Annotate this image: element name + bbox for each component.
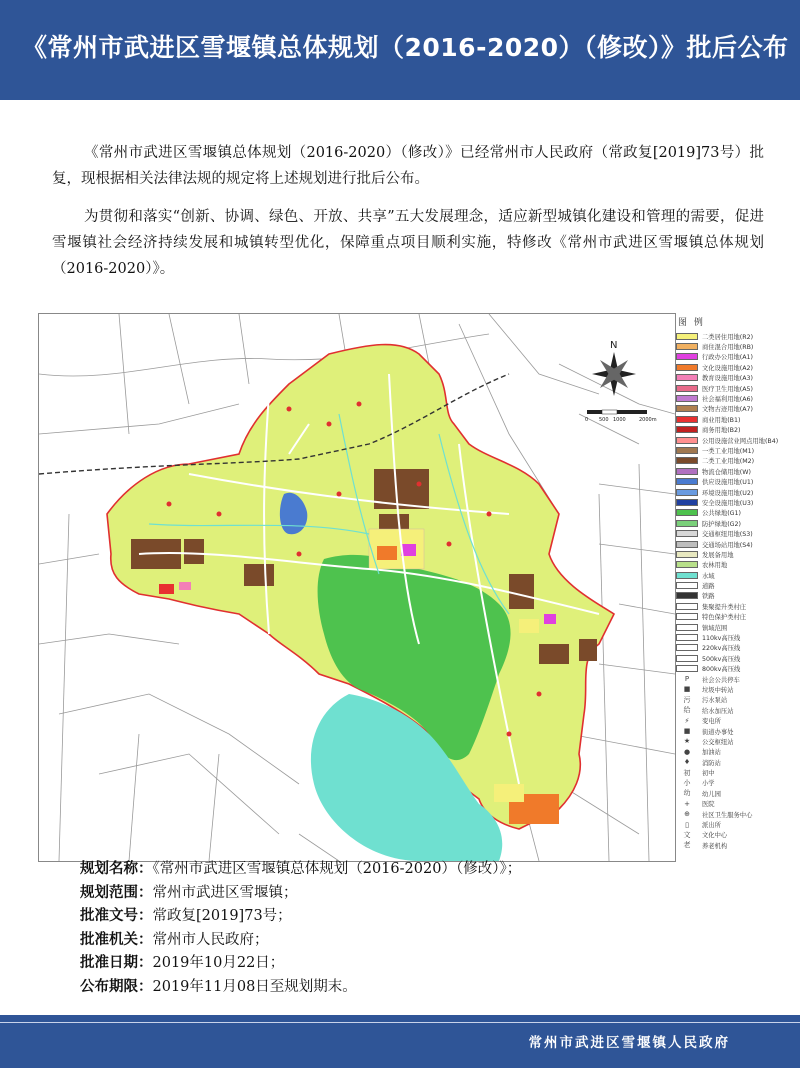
legend-symbol-label: 派出所 [702, 822, 721, 830]
info-value: 常州市人民政府； [152, 931, 269, 948]
scale-label-0: 0 [585, 417, 589, 423]
legend-swatch [676, 416, 698, 423]
legend-symbol-label: 初中 [702, 770, 715, 778]
legend-item [676, 622, 796, 632]
legend-swatch [676, 592, 698, 599]
legend-symbol-icon: P [684, 675, 690, 684]
legend-label: 商住混合用地(RB) [702, 344, 754, 352]
info-value: 常政复[2019]73号； [152, 908, 292, 924]
legend-symbol-item [676, 684, 796, 694]
legend-symbol-icon: + [684, 799, 690, 808]
north-label: N [610, 340, 618, 351]
notice-paper [0, 100, 800, 1015]
legend-symbol-label: 变电所 [702, 718, 721, 726]
legend-symbol-item [676, 767, 796, 777]
legend-symbol-item [676, 799, 796, 809]
legend-label: 110kv高压线 [702, 635, 741, 643]
info-row [80, 858, 720, 882]
legend-swatch [676, 405, 698, 412]
legend-label: 物流仓储用地(W) [702, 468, 751, 476]
legend-item [676, 664, 796, 674]
legend-item [676, 414, 796, 424]
legend-symbol-icon: ★ [683, 737, 691, 746]
legend-label: 公共绿地(G1) [702, 510, 741, 518]
legend-item [676, 528, 796, 538]
legend-swatch [676, 447, 698, 454]
legend-swatch [676, 364, 698, 371]
legend-symbol-item [676, 726, 796, 736]
legend-item [676, 612, 796, 622]
legend-item [676, 549, 796, 559]
legend-label: 防护绿地(G2) [702, 520, 741, 528]
legend-item [676, 632, 796, 642]
legend-label: 公用设施营业网点用地(B4) [702, 437, 779, 445]
legend-symbol-icon: ■ [683, 685, 691, 694]
legend-label: 安全设施用地(U3) [702, 499, 754, 507]
legend-symbol-icon: 老 [683, 841, 691, 850]
info-row [80, 882, 720, 906]
legend-label: 商业用地(B1) [702, 416, 741, 424]
legend-label: 500kv高压线 [702, 655, 741, 663]
legend-symbol-item [676, 757, 796, 767]
legend-label: 环境设施用地(U2) [702, 489, 754, 497]
legend-label: 特色保护类村庄 [702, 614, 747, 622]
footer-rule [0, 1022, 800, 1023]
legend-symbol-item [676, 736, 796, 746]
north-arrow-icon [592, 340, 636, 396]
legend-swatch [676, 499, 698, 506]
legend-symbol-label: 公交枢纽站 [702, 738, 734, 746]
legend-swatch [676, 385, 698, 392]
legend-label: 水域 [702, 572, 715, 580]
legend-label: 交通场站用地(S4) [702, 541, 753, 549]
legend-list [676, 331, 796, 674]
legend-item [676, 497, 796, 507]
legend-swatch [676, 541, 698, 548]
legend-item [676, 487, 796, 497]
info-value: 2019年11月08日至规划期末。 [152, 978, 357, 995]
legend-item [676, 508, 796, 518]
legend-swatch [676, 655, 698, 662]
legend-swatch [676, 520, 698, 527]
info-row [80, 952, 720, 976]
legend-symbol-icon: ⊕ [684, 810, 690, 819]
legend-item [676, 456, 796, 466]
legend-symbol-icon: 给 [683, 706, 691, 715]
legend-symbol-label: 加油站 [702, 749, 721, 757]
legend-swatch [676, 561, 698, 568]
legend-symbol-item [676, 715, 796, 725]
info-value: 2019年10月22日； [152, 955, 285, 971]
scale-label-1000: 1000 [613, 417, 626, 423]
legend-swatch [676, 624, 698, 631]
legend-swatch [676, 582, 698, 589]
info-value: 《常州市武进区雪堰镇总体规划（2016-2020）（修改）》； [152, 861, 522, 877]
legend-label: 行政办公用地(A1) [702, 354, 754, 362]
legend-swatch [676, 489, 698, 496]
legend-label: 二类工业用地(M2) [702, 458, 755, 466]
legend-item [676, 362, 796, 372]
info-value: 常州市武进区雪堰镇； [152, 884, 298, 901]
legend-symbol-icon: ● [683, 747, 691, 756]
legend-swatch [676, 468, 698, 475]
info-label: 批准文号： [80, 908, 153, 924]
info-label: 批准机关： [80, 931, 153, 948]
legend-symbol-label: 垃圾中转站 [702, 686, 734, 694]
legend-symbol-item [676, 819, 796, 829]
legend-label: 社会福利用地(A6) [702, 396, 754, 404]
info-label: 规划名称： [80, 861, 153, 877]
legend-label: 220kv高压线 [702, 645, 741, 653]
legend-item [676, 373, 796, 383]
symbol-list [676, 674, 796, 851]
legend-label: 教育设施用地(A3) [702, 375, 754, 383]
legend-swatch [676, 634, 698, 641]
legend-symbol-item [676, 747, 796, 757]
info-row [80, 929, 720, 953]
legend-label: 文物古迹用地(A7) [702, 406, 754, 414]
legend-label: 二类居住用地(R2) [702, 333, 754, 341]
legend-symbol-label: 街道办事处 [702, 728, 734, 736]
scale-label-500: 500 [599, 417, 609, 423]
legend-label: 文化设施用地(A2) [702, 364, 754, 372]
legend-item [676, 601, 796, 611]
legend-symbol-item [676, 674, 796, 684]
legend-item [676, 425, 796, 435]
legend-item [676, 539, 796, 549]
legend-item [676, 383, 796, 393]
legend-swatch [676, 426, 698, 433]
legend-label: 农林用地 [702, 562, 728, 570]
page-title: 《常州市武进区雪堰镇总体规划（2016-2020）（修改）》批后公布 [22, 33, 789, 62]
legend-label: 医疗卫生用地(A5) [702, 385, 754, 393]
footer-banner [0, 1015, 800, 1068]
legend-item [676, 560, 796, 570]
header-banner [0, 0, 800, 100]
info-label: 规划范围： [80, 884, 153, 901]
legend-symbol-label: 幼儿园 [702, 790, 721, 798]
legend-swatch [676, 613, 698, 620]
legend-swatch [676, 353, 698, 360]
legend-item [676, 653, 796, 663]
legend-label: 集聚提升类村庄 [702, 603, 747, 611]
legend-label: 铁路 [702, 593, 715, 601]
legend-item [676, 476, 796, 486]
legend-symbol-item [676, 830, 796, 840]
legend-symbol-icon: ▯ [685, 820, 689, 829]
legend-symbol-label: 文化中心 [702, 832, 728, 840]
intro-paragraph-1: 《常州市武进区雪堰镇总体规划（2016-2020）（修改）》已经常州市人民政府（常政复[2019]73号）批复，现根据相关法律法规的规定将上述规划进行批后公布。 [52, 145, 764, 187]
legend-swatch [676, 665, 698, 672]
legend-symbol-item [676, 809, 796, 819]
legend-item [676, 435, 796, 445]
legend-symbol-item [676, 695, 796, 705]
legend-item [676, 404, 796, 414]
legend-symbol-label: 污水泵站 [702, 697, 728, 705]
legend-swatch [676, 509, 698, 516]
legend-label: 镇域范围 [702, 624, 728, 632]
info-label: 批准日期： [80, 955, 153, 971]
legend-symbol-label: 社区卫生服务中心 [702, 811, 753, 819]
legend-item [676, 341, 796, 351]
plan-info-block [80, 858, 720, 999]
legend-label: 一类工业用地(M1) [702, 447, 755, 455]
map-canvas [39, 314, 675, 861]
legend-swatch [676, 644, 698, 651]
legend-symbol-icon: ■ [683, 727, 691, 736]
legend-symbol-label: 社会公共停车 [702, 676, 740, 684]
legend-symbol-label: 小学 [702, 780, 715, 788]
map-legend [676, 313, 796, 860]
legend-symbol-label: 消防站 [702, 759, 721, 767]
legend-swatch [676, 551, 698, 558]
legend-symbol-icon: ♦ [683, 758, 691, 767]
legend-swatch [676, 603, 698, 610]
legend-swatch [676, 572, 698, 579]
legend-item [676, 643, 796, 653]
legend-symbol-label: 给水加压站 [702, 707, 734, 715]
legend-item [676, 352, 796, 362]
legend-item [676, 518, 796, 528]
legend-symbol-item [676, 778, 796, 788]
legend-label: 道路 [702, 583, 715, 591]
legend-label: 发展备用地 [702, 551, 734, 559]
legend-swatch [676, 374, 698, 381]
info-row [80, 976, 720, 1000]
info-row [80, 905, 720, 929]
legend-symbol-item [676, 840, 796, 850]
legend-item [676, 331, 796, 341]
legend-item [676, 570, 796, 580]
legend-swatch [676, 437, 698, 444]
legend-item [676, 393, 796, 403]
legend-swatch [676, 457, 698, 464]
legend-item [676, 591, 796, 601]
legend-label: 供应设施用地(U1) [702, 479, 754, 487]
legend-symbol-icon: 初 [683, 768, 691, 777]
legend-swatch [676, 478, 698, 485]
footer-organization: 常州市武进区雪堰镇人民政府 [528, 1035, 730, 1051]
legend-swatch [676, 530, 698, 537]
legend-label: 交通枢纽用地(S3) [702, 531, 753, 539]
legend-label: 商务用地(B2) [702, 427, 741, 435]
legend-title: 图 例 [678, 318, 705, 328]
legend-symbol-icon: 幼 [683, 789, 691, 798]
info-label: 公布期限： [80, 978, 153, 995]
master-plan-map[interactable] [38, 313, 676, 862]
legend-item [676, 580, 796, 590]
legend-swatch [676, 343, 698, 350]
scale-label-2000: 2000m [639, 417, 657, 423]
legend-symbol-item [676, 788, 796, 798]
legend-label: 800kv高压线 [702, 666, 741, 674]
legend-symbol-icon: ⚡ [684, 716, 690, 725]
legend-swatch [676, 333, 698, 340]
legend-symbol-item [676, 705, 796, 715]
legend-item [676, 466, 796, 476]
legend-item [676, 445, 796, 455]
legend-symbol-label: 养老机构 [702, 842, 728, 850]
legend-symbol-icon: 小 [683, 778, 691, 787]
legend-symbol-icon: 污 [683, 695, 691, 704]
scale-bar [585, 410, 657, 423]
legend-symbol-icon: 文 [683, 830, 691, 839]
intro-paragraph-2: 为贯彻和落实“创新、协调、绿色、开放、共享”五大发展理念，适应新型城镇化建设和管理的需要，促进雪堰镇社会经济持续发展和城镇转型优化，保障重点项目顺利实施，特修改《常州市武进区雪堰镇总体规划（2016-2020）》。 [52, 209, 764, 277]
legend-symbol-label: 医院 [702, 801, 715, 809]
legend-swatch [676, 395, 698, 402]
